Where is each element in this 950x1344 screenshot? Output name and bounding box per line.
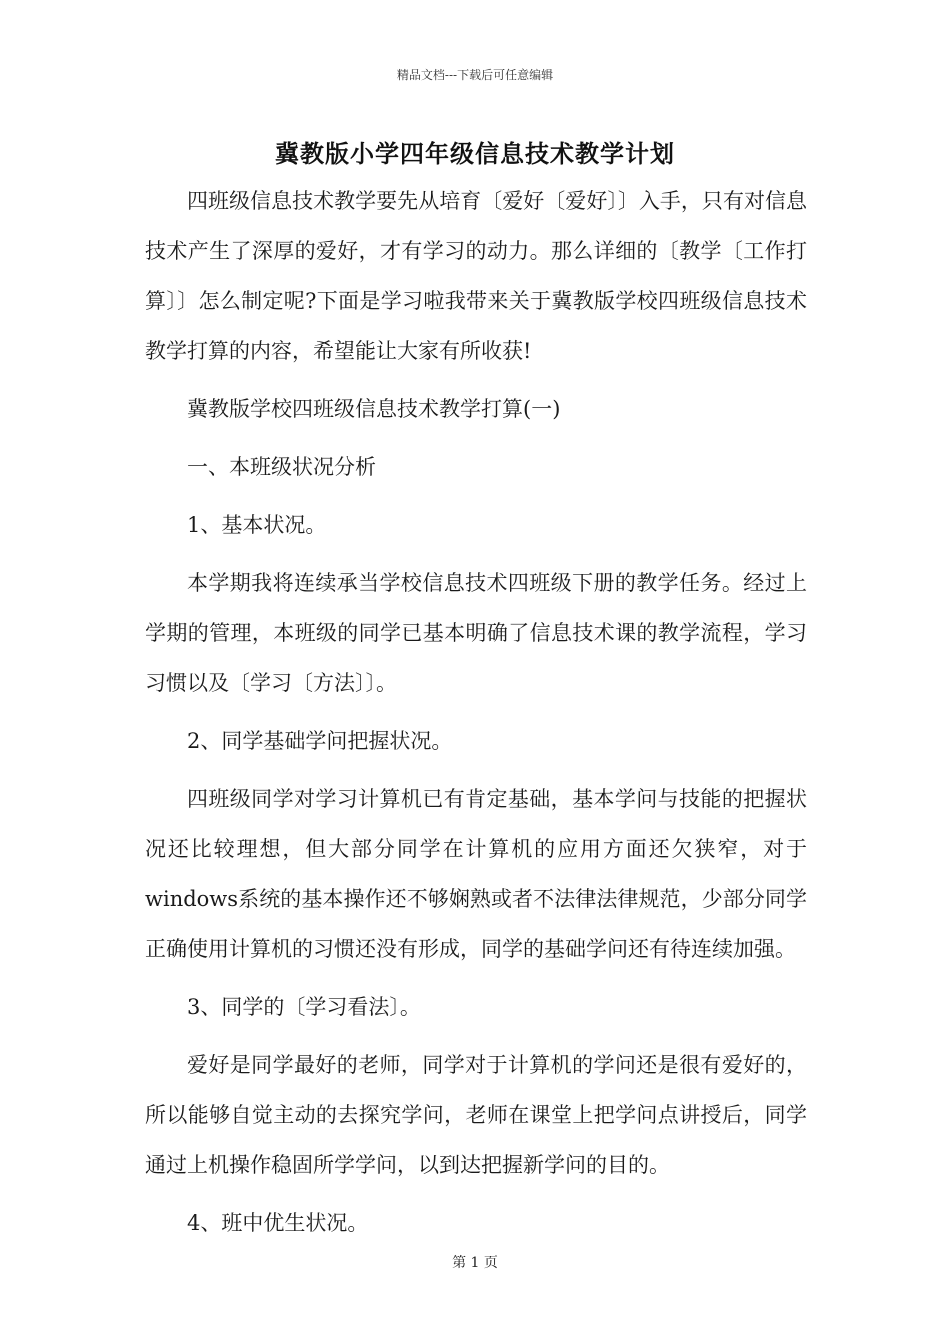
subheading-top-students: 4、班中优生状况。 (187, 1211, 369, 1235)
subheading-basic-situation: 1、基本状况。 (187, 513, 327, 537)
page-number: 第 1 页 (452, 1255, 498, 1271)
subheading-attitude: 3、同学的〔学习看法〕。 (187, 995, 421, 1019)
subheading-knowledge: 2、同学基础学问把握状况。 (187, 729, 453, 753)
paragraph-basic-situation: 本学期我将连续承当学校信息技术四班级下册的教学任务。经过上学期的管理，本班级的同学已基本明确了信息技术课的教学流程，学习习惯以及〔学习〔方法〕〕。 (145, 571, 807, 695)
section-heading-1: 一、本班级状况分析 (187, 455, 376, 479)
header-note: 精品文档---下载后可任意编辑 (396, 68, 554, 82)
paragraph-attitude: 爱好是同学最好的老师，同学对于计算机的学问还是很有爱好的，所以能够自觉主动的去探究学问，老师在课堂上把学问点讲授后，同学通过上机操作稳固所学学问，以到达把握新学问的目的。 (145, 1053, 807, 1177)
intro-paragraph: 四班级信息技术教学要先从培育〔爱好〔爱好〕〕入手，只有对信息技术产生了深厚的爱好，才有学习的动力。那么详细的〔教学〔工作打算〕〕怎么制定呢?下面是学习啦我带来关于冀教版学校四班级信息技术教学打算的内容，希望能让大家有所收获! (145, 189, 807, 363)
section-title: 冀教版学校四班级信息技术教学打算(一) (187, 397, 561, 421)
paragraph-knowledge: 四班级同学对学习计算机已有肯定基础，基本学问与技能的把握状况还比较理想，但大部分同学在计算机的应用方面还欠狭窄，对于windows系统的基本操作还不够娴熟或者不法律法律规范，少部分同学正确使用计算机的习惯还没有形成，同学的基础学问还有待连续加强。 (145, 787, 807, 961)
document-title: 冀教版小学四年级信息技术教学计划 (275, 139, 675, 168)
document-body (145, 176, 807, 1256)
